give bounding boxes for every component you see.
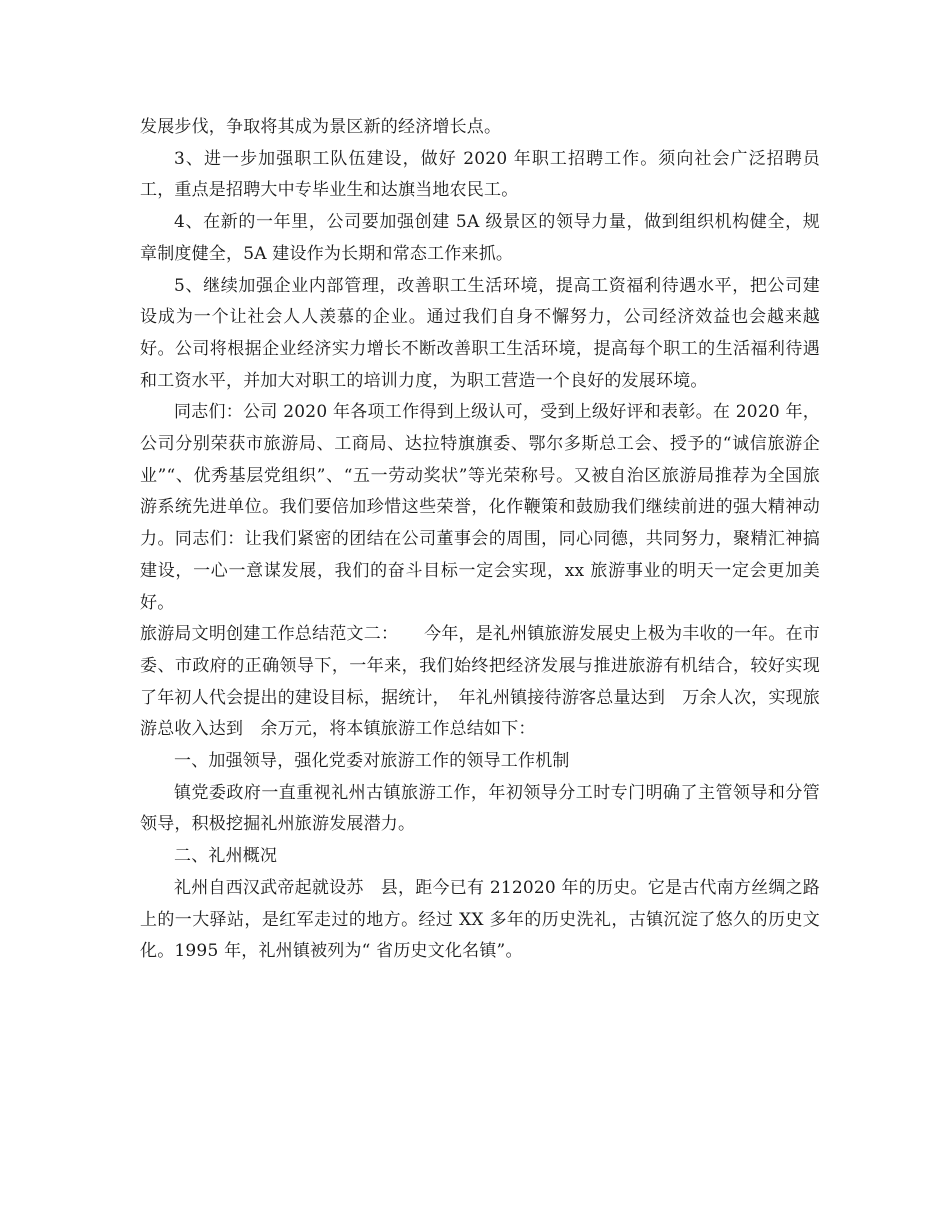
paragraph-9: 礼州自西汉武帝起就设苏 县，距今已有 212020 年的历史。它是古代南方丝绸之路上的一大驿站，是红军走过的地方。经过 XX 多年的历史洗礼，古镇沉淀了悠久的历史文化。1995 年，礼州镇被列为“ 省历史文化名镇”。 bbox=[140, 877, 820, 962]
paragraph-3: 5、继续加强企业内部管理，改善职工生活环境，提高工资福利待遇水平，把公司建设成为一个让社会人人羡慕的企业。通过我们自身不懈努力，公司经济效益也会越来越好。公司将根据企业经济实力增长不断改善职工生活环境，提高每个职工的生活福利待遇和工资水平，并加大对职工的培训力度，为职工营造一个良好的发展环境。 bbox=[140, 275, 820, 391]
paragraph-1: 3、进一步加强职工队伍建设，做好 2020 年职工招聘工作。须向社会广泛招聘员工，重点是招聘大中专毕业生和达旗当地农民工。 bbox=[140, 148, 820, 201]
paragraph-4: 同志们：公司 2020 年各项工作得到上级认可，受到上级好评和表彰。在 2020 年，公司分别荣获市旅游局、工商局、达拉特旗旗委、鄂尔多斯总工会、授予的“诚信旅游企业”“、优秀基层党组织”、“五一劳动奖状”等光荣称号。又被自治区旅游局推荐为全国旅游系统先进单位。我们要倍加珍惜这些荣誉，化作鞭策和鼓励我们继续前进的强大精神动力。同志们：让我们紧密的团结在公司董事会的周围，同心同德，共同努力，聚精汇神搞建设，一心一意谋发展，我们的奋斗目标一定会实现，xx 旅游事业的明天一定会更加美好。 bbox=[140, 402, 820, 613]
paragraph-2: 4、在新的一年里，公司要加强创建 5A 级景区的领导力量，做到组织机构健全，规章制度健全，5A 建设作为长期和常态工作来抓。 bbox=[140, 212, 820, 264]
paragraph-5-section-title: 旅游局文明创建工作总结范文二： 今年，是礼州镇旅游发展史上极为丰收的一年。在市委、市政府的正确领导下，一年来，我们始终把经济发展与推进旅游有机结合，较好实现了年初人代会提出的建设目标，据统计， 年礼州镇接待游客总量达到 万余人次，实现旅游总收入达到 余万元，将本镇旅游工作总结如下： bbox=[140, 624, 820, 740]
paragraph-0: 发展步伐，争取将其成为景区新的经济增长点。 bbox=[140, 117, 502, 137]
paragraph-6-heading: 一、加强领导，强化党委对旅游工作的领导工作机制 bbox=[174, 751, 570, 772]
paragraph-8-heading: 二、礼州概况 bbox=[174, 846, 278, 867]
paragraph-7: 镇党委政府一直重视礼州古镇旅游工作，年初领导分工时专门明确了主管领导和分管领导，积极挖掘礼州旅游发展潜力。 bbox=[140, 782, 820, 835]
document-body bbox=[140, 112, 820, 968]
